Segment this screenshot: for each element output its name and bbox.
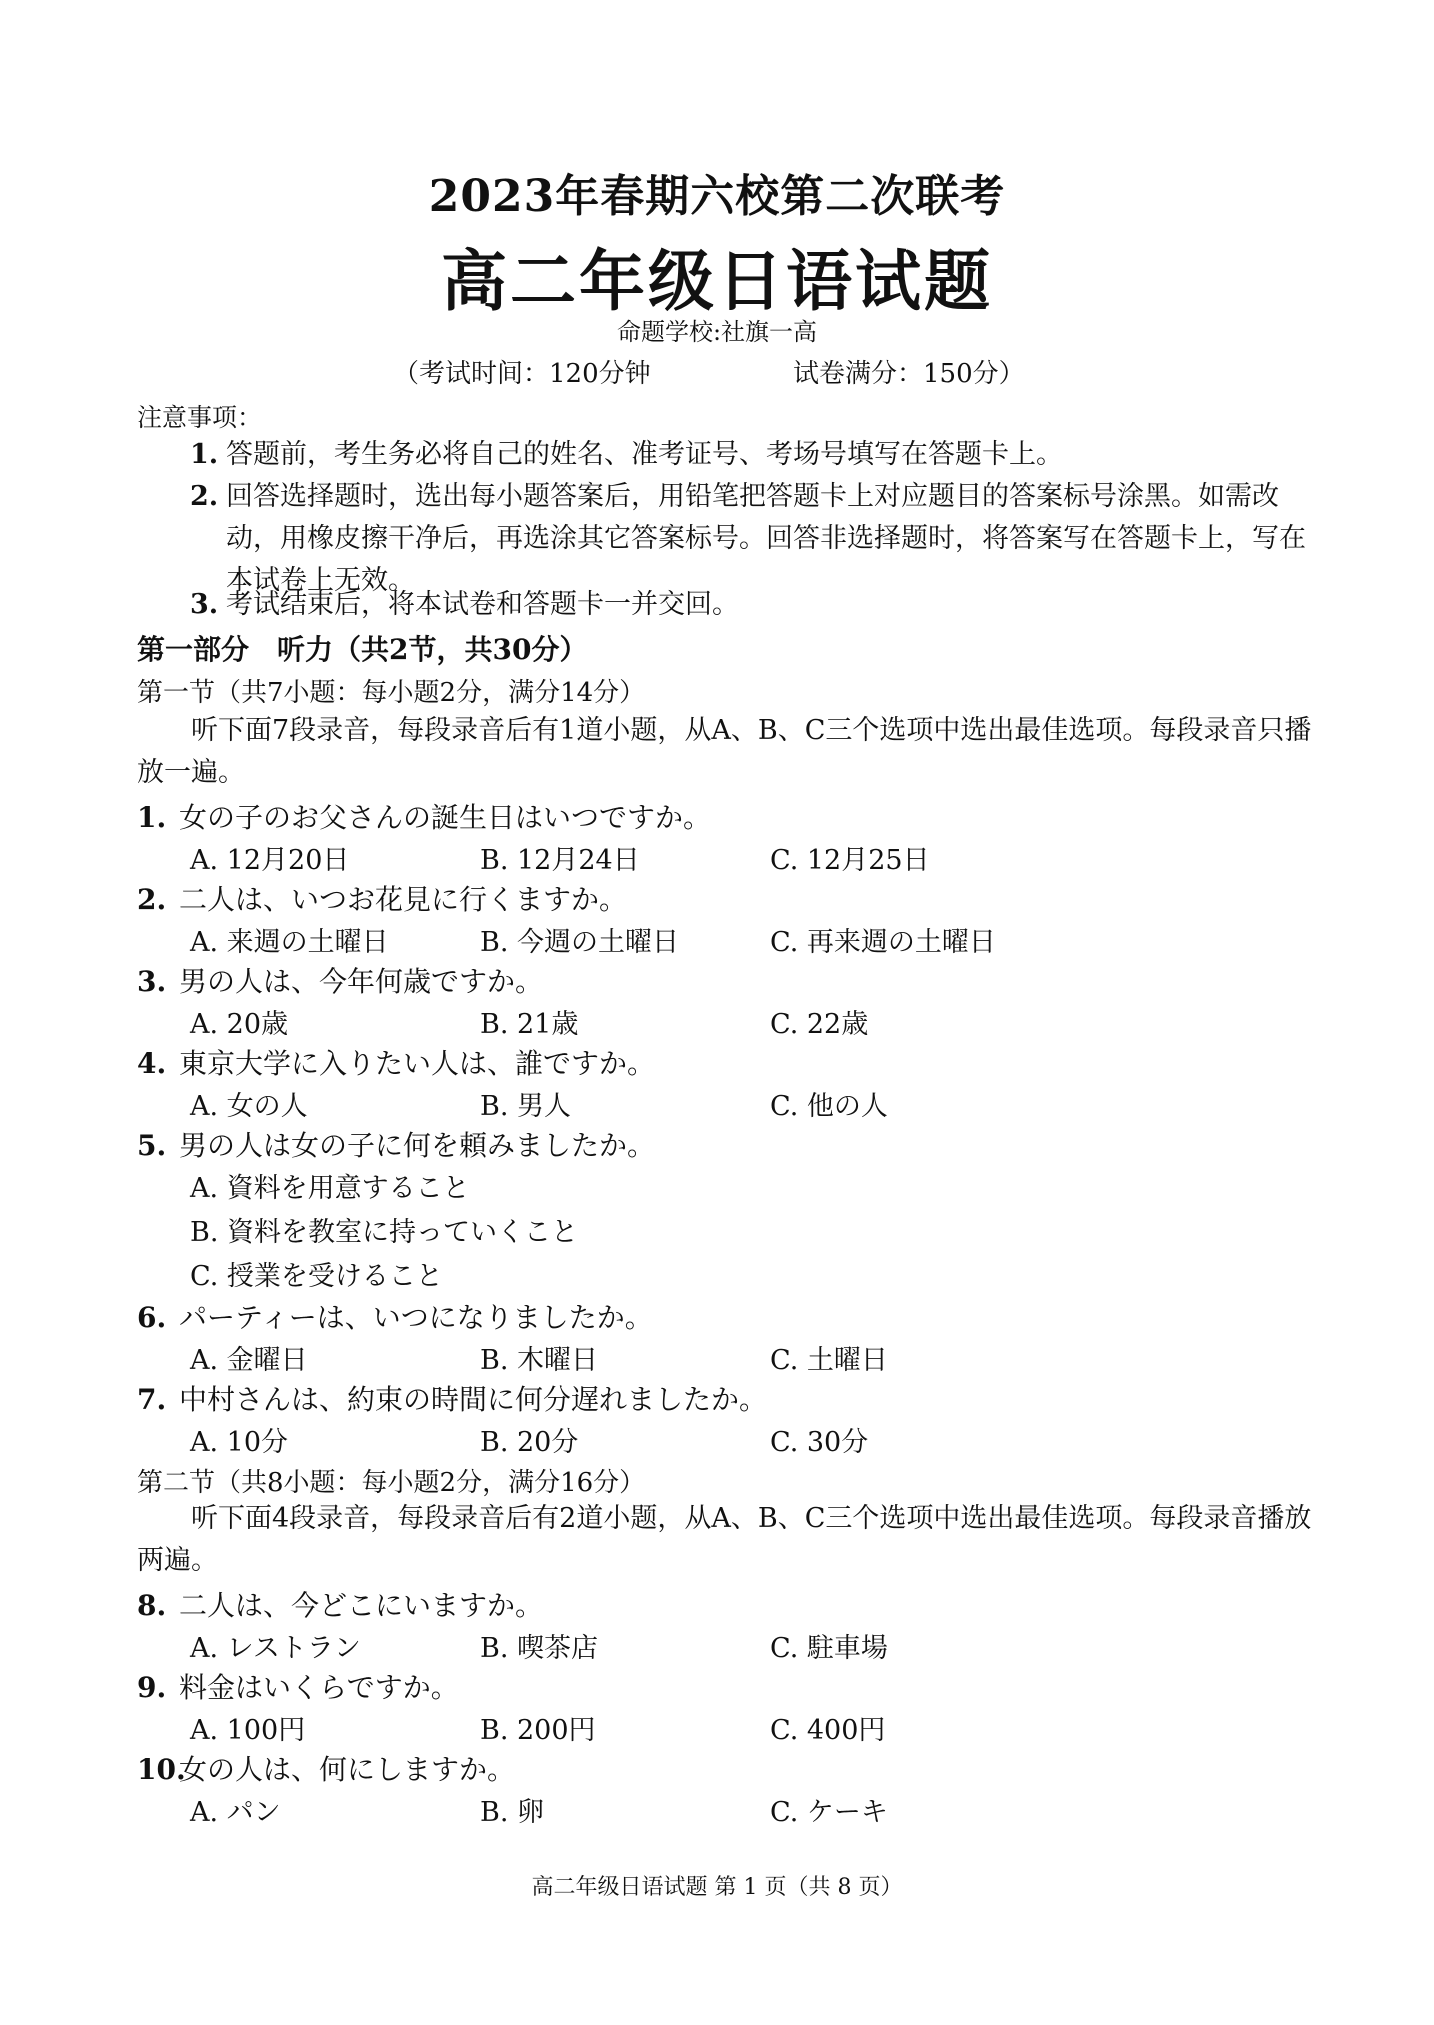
question-text: パーティーは、いつになりましたか。 — [179, 1301, 653, 1334]
option-c: C. 12月25日 — [770, 845, 930, 876]
exam-subject-title: 高二年级日语试题 — [441, 242, 993, 320]
option-a: A. 資料を用意すること — [190, 1173, 470, 1204]
notice-item — [190, 584, 1320, 626]
section2-title: 第二节（共8小题：每小题2分，满分16分） — [137, 1468, 646, 1498]
exam-title: 2023年春期六校第二次联考 — [428, 171, 1006, 222]
notice-text: 回答选择题时，选出每小题答案后，用铅笔把答题卡上对应题目的答案标号涂黑。如需改动，用橡皮擦干净后，再选涂其它答案标号。回答非选择题时，将答案写在答题卡上，写在本试卷上无效。 — [226, 481, 1306, 596]
question — [137, 1042, 655, 1082]
option-a: A. 女の人 — [190, 1091, 308, 1122]
question-number: 8. — [137, 1589, 167, 1622]
option-b: B. 資料を教室に持っていくこと — [190, 1217, 579, 1248]
question-text: 女の子のお父さんの誕生日はいつですか。 — [179, 801, 712, 834]
option-b: B. 200円 — [480, 1715, 596, 1746]
option-c: C. 他の人 — [770, 1091, 888, 1122]
question-text: 男の人は女の子に何を頼みましたか。 — [179, 1129, 656, 1162]
question-text: 中村さんは、約束の時間に何分遅れましたか。 — [179, 1383, 768, 1416]
question-number: 5. — [137, 1129, 167, 1162]
option-a: A. 12月20日 — [190, 845, 350, 876]
option-c: C. 400円 — [770, 1715, 886, 1746]
question — [137, 878, 627, 918]
question-number: 1. — [137, 801, 167, 834]
option-a: A. パン — [190, 1797, 281, 1828]
question-text: 女の人は、何にしますか。 — [179, 1753, 516, 1786]
option-c: C. 授業を受けること — [190, 1261, 443, 1292]
notice-text: 答题前，考生务必将自己的姓名、准考证号、考场号填写在答题卡上。 — [226, 439, 1063, 470]
section2-instruction: 听下面4段录音，每段录音后有2道小题，从A、B、C三个选项中选出最佳选项。每段录音播放两遍。 — [137, 1503, 1312, 1576]
notice-number: 2. — [190, 481, 219, 512]
question-number: 9. — [137, 1671, 167, 1704]
notice-text: 考试结束后，将本试卷和答题卡一并交回。 — [226, 589, 739, 620]
notice-number: 1. — [190, 439, 219, 470]
exam-info — [393, 353, 1113, 390]
page-footer: 高二年级日语试题 第 1 页（共 8 页） — [531, 1875, 903, 1900]
notice-heading: 注意事项： — [137, 403, 263, 432]
question-text: 男の人は、今年何歳ですか。 — [179, 965, 544, 998]
question-number: 2. — [137, 883, 167, 916]
question — [137, 796, 711, 836]
question — [137, 1124, 655, 1164]
question-number: 7. — [137, 1383, 167, 1416]
option-c: C. 駐車場 — [770, 1633, 888, 1664]
question — [137, 1296, 653, 1336]
section1-instruction: 听下面7段录音，每段录音后有1道小题，从A、B、C三个选项中选出最佳选项。每段录音只播放一遍。 — [137, 715, 1312, 788]
question — [137, 1748, 515, 1788]
option-b: B. 12月24日 — [480, 845, 640, 876]
question-number: 4. — [137, 1047, 167, 1080]
question-text: 二人は、いつお花見に行くますか。 — [179, 883, 628, 916]
notice-item — [190, 434, 1320, 476]
option-a: A. 10分 — [190, 1427, 289, 1458]
option-c: C. 30分 — [770, 1427, 869, 1458]
question — [137, 1666, 459, 1706]
option-b: B. 卵 — [480, 1797, 545, 1828]
option-a: A. レストラン — [190, 1633, 361, 1664]
option-a: A. 20歳 — [190, 1009, 289, 1040]
option-c: C. 再来週の土曜日 — [770, 927, 996, 958]
question — [137, 1378, 767, 1418]
option-b: B. 喫茶店 — [480, 1633, 599, 1664]
option-b: B. 21歳 — [480, 1009, 579, 1040]
option-b: B. 20分 — [480, 1427, 579, 1458]
option-b: B. 木曜日 — [480, 1345, 599, 1376]
option-b: B. 男人 — [480, 1091, 572, 1122]
question — [137, 960, 543, 1000]
option-a: A. 100円 — [190, 1715, 306, 1746]
school-line: 命题学校:社旗一高 — [616, 318, 818, 346]
part1-title: 第一部分 听力（共2节，共30分） — [137, 633, 588, 666]
option-c: C. 22歳 — [770, 1009, 869, 1040]
question-number: 6. — [137, 1301, 167, 1334]
option-c: C. 土曜日 — [770, 1345, 888, 1376]
notice-number: 3. — [190, 589, 219, 620]
question-text: 二人は、今どこにいますか。 — [179, 1589, 544, 1622]
question-text: 東京大学に入りたい人は、誰ですか。 — [179, 1047, 656, 1080]
option-a: A. 来週の土曜日 — [190, 927, 389, 958]
option-a: A. 金曜日 — [190, 1345, 308, 1376]
option-b: B. 今週の土曜日 — [480, 927, 680, 958]
exam-time: （考试时间：120分钟 — [393, 359, 651, 389]
question-text: 料金はいくらですか。 — [179, 1671, 459, 1704]
exam-score: 试卷满分：150分） — [793, 359, 1025, 389]
section1-title: 第一节（共7小题：每小题2分，满分14分） — [137, 678, 646, 708]
option-c: C. ケーキ — [770, 1797, 888, 1828]
question-number: 3. — [137, 965, 167, 998]
question-number: 10. — [137, 1753, 186, 1786]
question — [137, 1584, 543, 1624]
